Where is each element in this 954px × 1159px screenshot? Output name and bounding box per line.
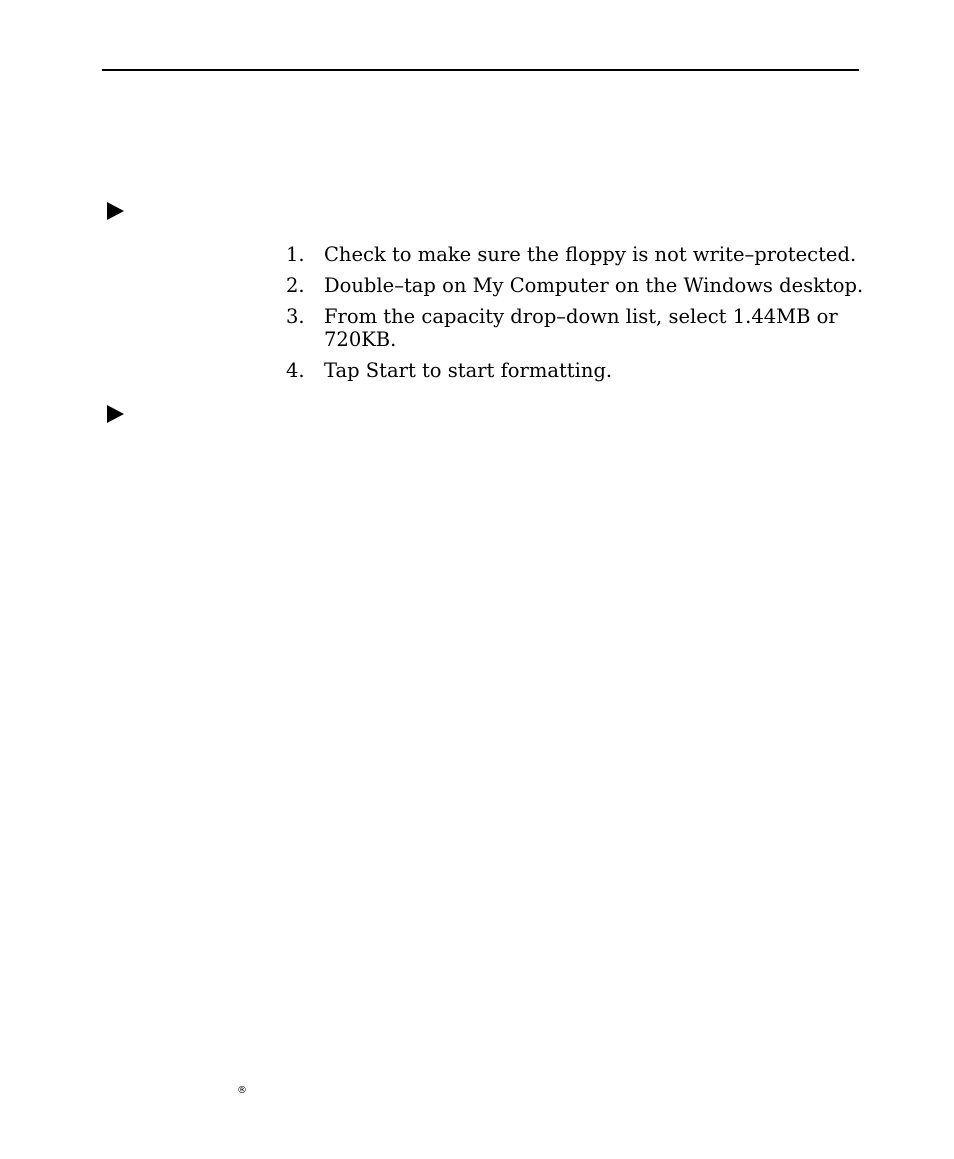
step-item [286, 243, 866, 266]
step-text: Double–tap on My Computer on the Windows desktop. [324, 274, 864, 297]
steps-list [286, 243, 866, 390]
step-item [286, 305, 866, 351]
step-number: 1. [286, 243, 305, 266]
step-text: From the capacity drop–down list, select 1.44MB or 720KB. [324, 305, 838, 351]
step-number: 3. [286, 305, 305, 328]
step-item [286, 359, 866, 382]
registered-trademark: ® [237, 1085, 247, 1096]
step-text: Tap Start to start formatting. [324, 359, 613, 382]
step-text: Check to make sure the floppy is not write–protected. [324, 243, 857, 266]
header-rule [102, 69, 859, 71]
procedure-arrow-icon [107, 202, 124, 220]
step-number: 4. [286, 359, 305, 382]
step-item [286, 274, 866, 297]
step-number: 2. [286, 274, 305, 297]
procedure-arrow-icon [107, 405, 124, 423]
